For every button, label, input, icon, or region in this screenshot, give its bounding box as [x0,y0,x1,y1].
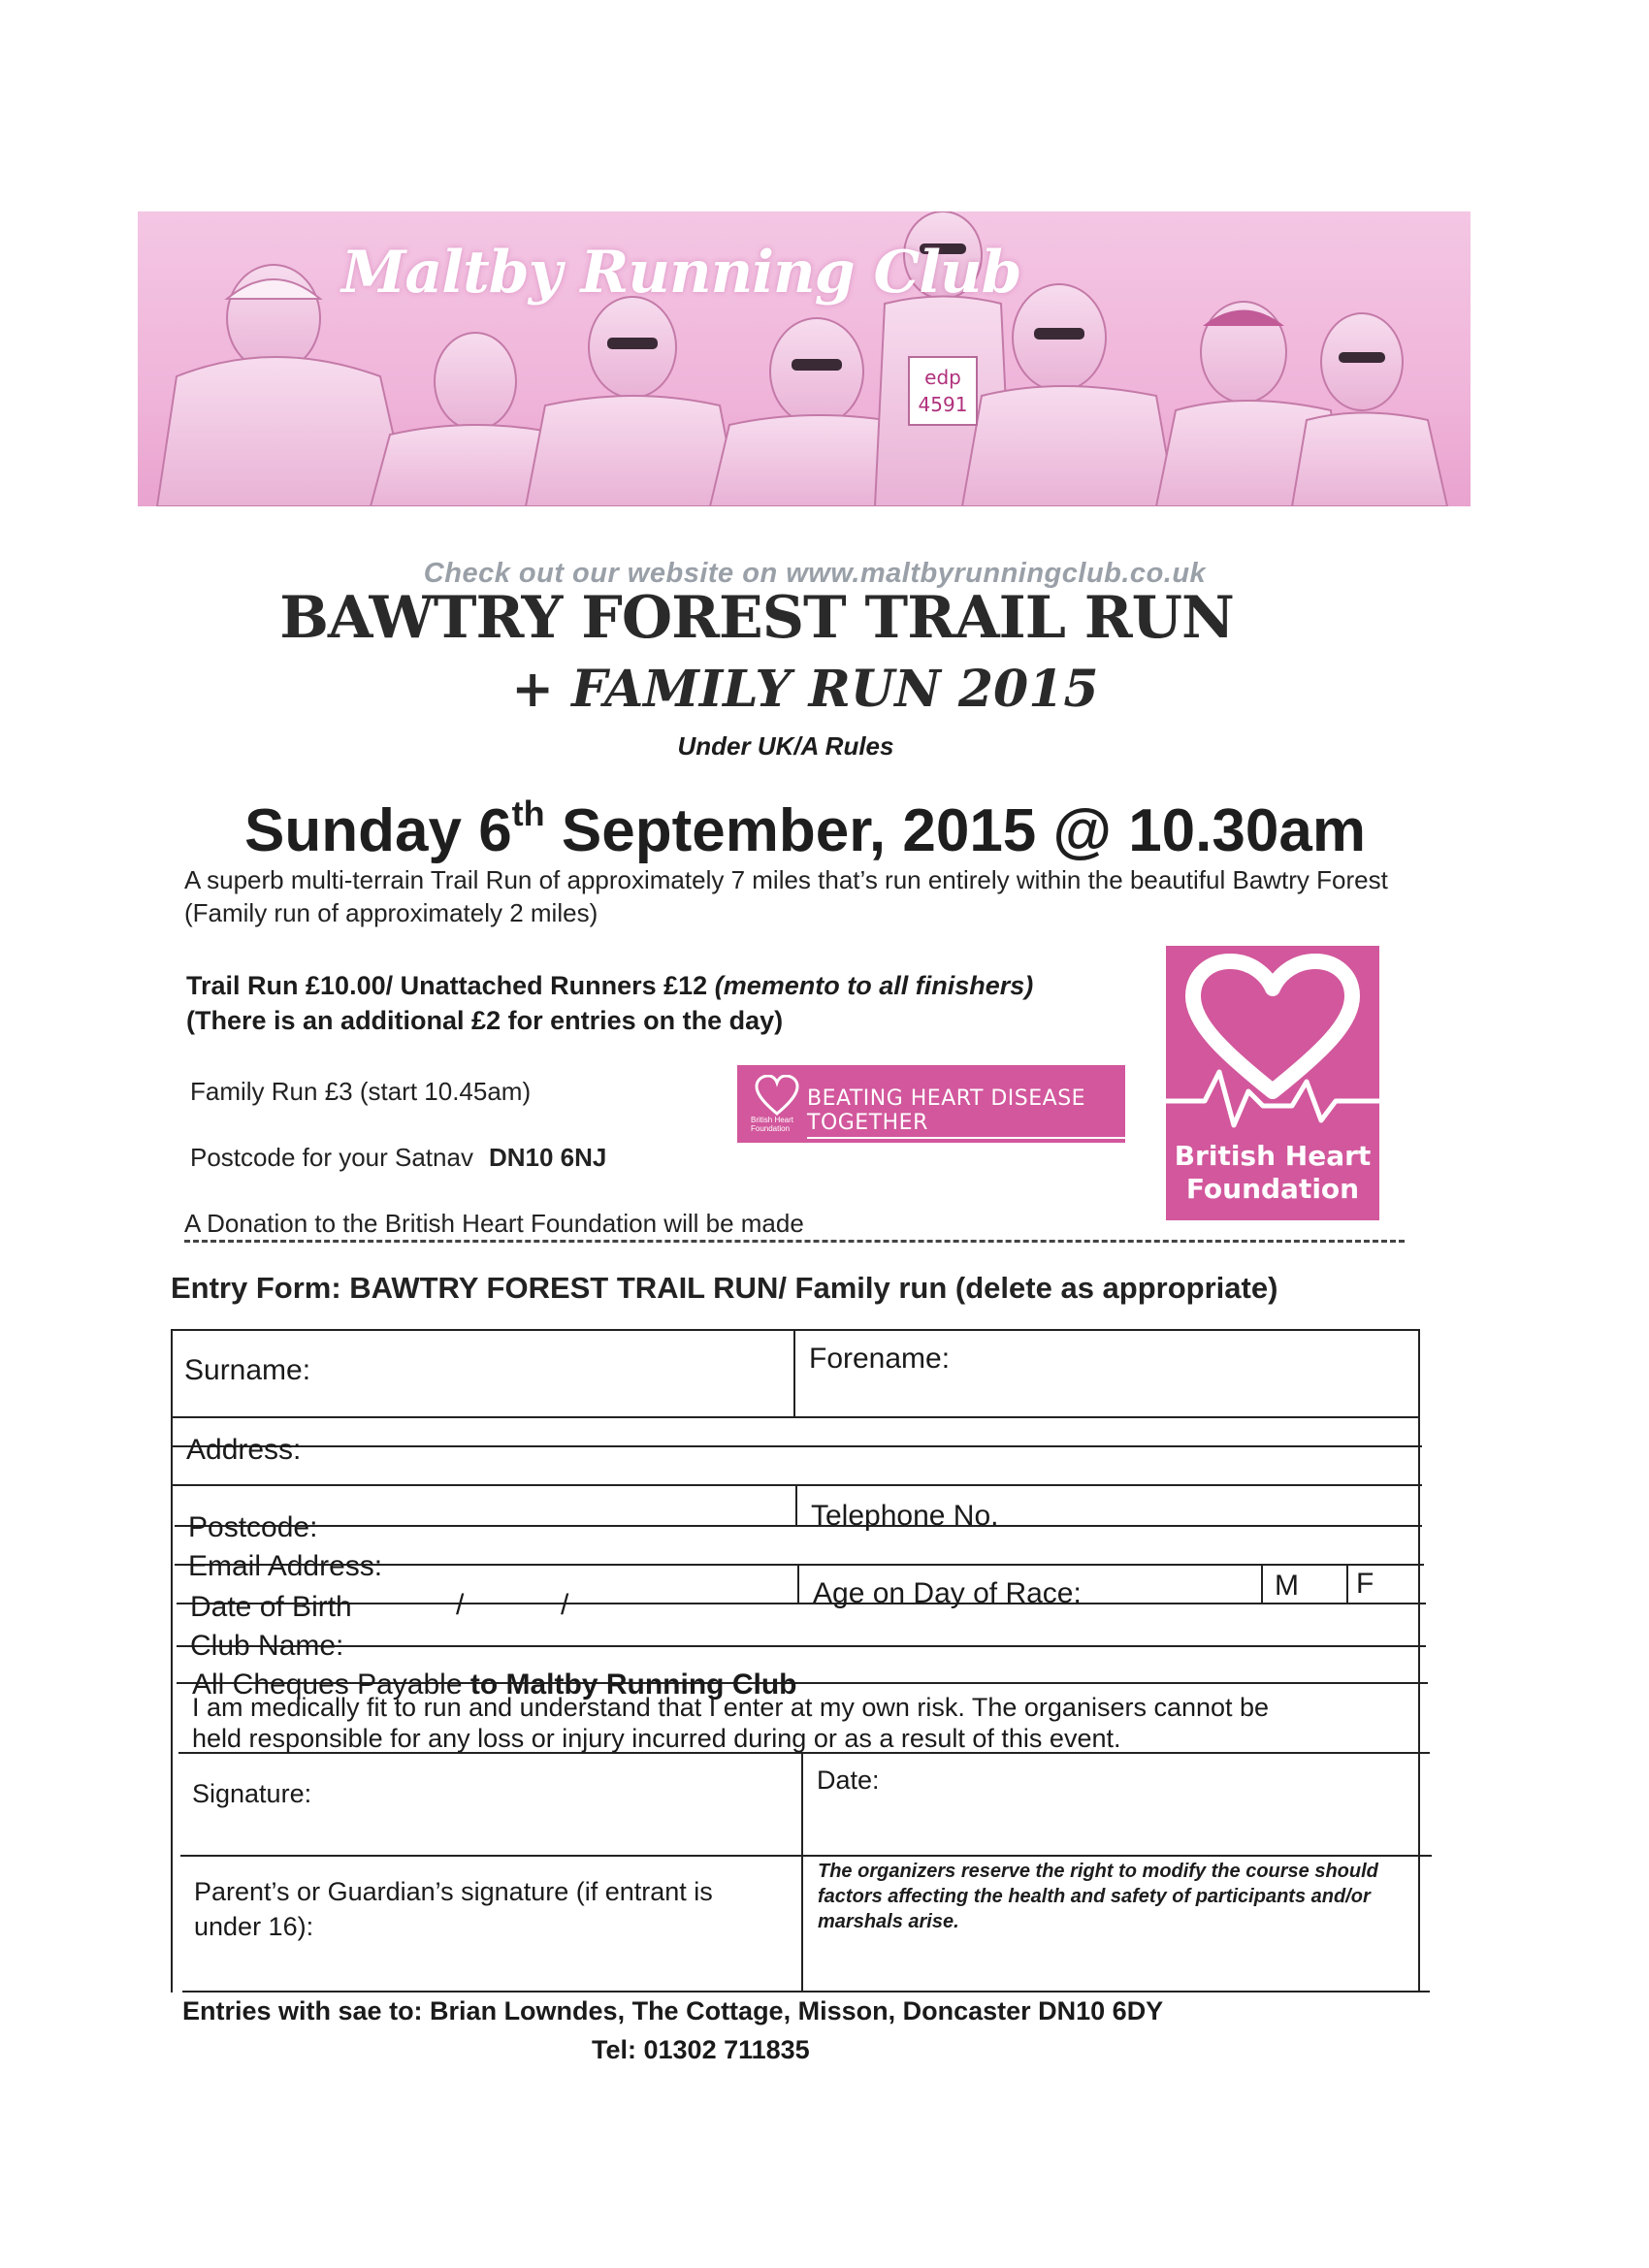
form-rule [173,1484,1422,1486]
cut-line [184,1240,1405,1243]
postcode-label: Postcode for your Satnav [190,1143,473,1172]
form-divider [801,1754,803,1993]
date-prefix: Sunday 6 [244,797,512,864]
club-name-field[interactable]: Club Name: [190,1630,344,1662]
form-rule [173,1445,1422,1447]
website-link: Check out our website on www.maltbyrunningclub.co.uk [423,558,1207,589]
female-checkbox[interactable]: F [1356,1568,1374,1600]
form-border-right [1418,1329,1420,1993]
email-field[interactable]: Email Address: [188,1550,383,1582]
entry-form-heading: Entry Form: BAWTRY FOREST TRAIL RUN/ Family run (delete as appropriate) [171,1271,1278,1305]
club-name-overlay: Maltby Running Club [341,239,1021,307]
fees-line2: (There is an additional £2 for entries on the day) [186,1006,784,1035]
age-field[interactable]: Age on Day of Race: [813,1577,1082,1609]
entries-address: Entries with sae to: Brian Lowndes, The Cottage, Misson, Doncaster DN10 6DY [182,1996,1164,2025]
event-subtitle: + FAMILY RUN 2015 [511,660,1099,719]
male-checkbox[interactable]: M [1275,1570,1299,1602]
bib-text: edp [924,366,961,389]
event-title: BAWTRY FOREST TRAIL RUN [279,584,1234,652]
form-divider [1261,1566,1263,1604]
contact-telephone: Tel: 01302 711835 [592,2035,810,2064]
bhf-logo-line1: British Heart [1174,1140,1372,1172]
club-banner-photo [138,211,1471,506]
form-rule [180,1855,1432,1857]
course-disclaimer: The organizers reserve the right to modify the course should factors affecting the health and safety of participants and/or marshals arise. [818,1861,1378,1932]
heart-icon [755,1075,799,1118]
medical-line1: I am medically fit to run and understand that I enter at my own risk. The organisers cannot be [192,1693,1270,1722]
date-rest: September, 2015 @ 10.30am [544,797,1366,864]
form-divider [793,1331,795,1418]
bhf-logo-name [1166,1140,1379,1206]
bhf-heart-icon [1166,946,1379,1140]
form-divider [797,1566,799,1604]
family-run-fee: Family Run £3 (start 10.45am) [190,1077,532,1106]
form-rule [177,1645,1426,1647]
form-rule [171,1416,1420,1418]
date-field[interactable]: Date: [817,1766,880,1795]
fees-block [186,968,1156,1038]
medical-line2: held responsible for any loss or injury incurred during or as a result of this event. [192,1724,1121,1753]
bhf-logo-line2: Foundation [1185,1173,1360,1205]
postcode-field[interactable]: Postcode: [188,1511,318,1543]
surname-field[interactable]: Surname: [184,1354,311,1386]
medical-statement [192,1692,1269,1754]
forename-field[interactable]: Forename: [809,1343,951,1375]
satnav-postcode [190,1141,606,1174]
telephone-field[interactable]: Telephone No. [811,1500,999,1532]
form-rule [175,1525,1422,1527]
form-divider [1346,1566,1348,1604]
donation-note: A Donation to the British Heart Foundation will be made [184,1209,804,1238]
bhf-strip-small: British Heart Foundation [751,1116,794,1133]
dob-separator: / [456,1589,465,1621]
bhf-logo [1166,946,1379,1220]
dob-separator: / [561,1589,569,1621]
dob-field[interactable]: Date of Birth [190,1591,352,1623]
bhf-strip-banner [737,1065,1125,1143]
form-border-left [171,1329,173,1993]
address-field[interactable]: Address: [186,1434,302,1466]
rules-note: Under UK/A Rules [677,731,894,761]
form-rule [177,1603,1426,1604]
date-ordinal: th [511,794,545,833]
postcode-value: DN10 6NJ [488,1143,607,1172]
guardian-signature-field[interactable]: Parent’s or Guardian’s signature (if entrant is under 16): [194,1877,713,1941]
cheques-payee: to Maltby Running Club [469,1669,797,1701]
form-rule [182,1991,1430,1993]
event-date [175,794,1436,865]
fees-line1: Trail Run £10.00/ Unattached Runners £12 [186,971,708,1000]
bhf-strip-text: BEATING HEART DISEASE TOGETHER [807,1086,1125,1139]
bib-number: 4591 [918,393,968,416]
signature-field[interactable]: Signature: [192,1779,312,1808]
form-divider [795,1486,797,1527]
cheques-prefix: All Cheques Payable [192,1669,463,1701]
fees-note: (memento to all finishers) [714,971,1034,1000]
event-description: A superb multi-terrain Trail Run of approximately 7 miles that’s run entirely within the beautiful Bawtry Forest (Family run of approximately 2 miles) [184,865,1388,927]
